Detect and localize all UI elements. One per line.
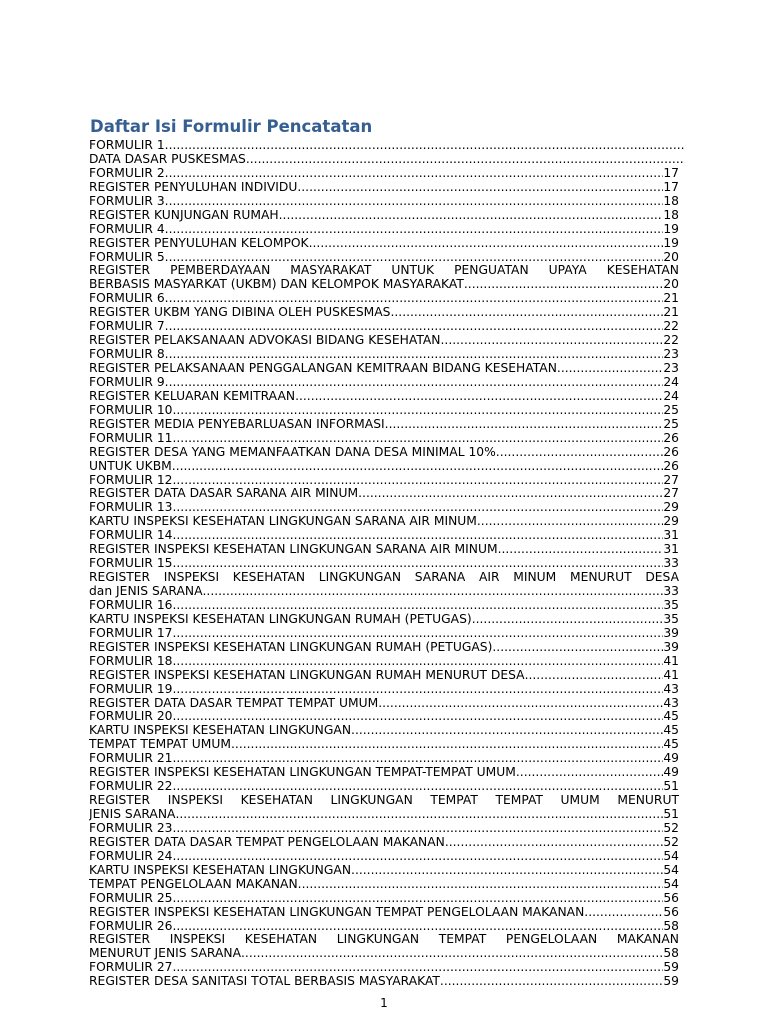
- dot-leader: [492, 641, 663, 655]
- dot-leader: [172, 557, 663, 571]
- dot-leader: [441, 334, 664, 348]
- toc-entry-label: FORMULIR 19: [89, 682, 173, 696]
- toc-entry-label: FORMULIR 1: [89, 139, 165, 152]
- toc-entry-page: 23: [663, 348, 679, 362]
- toc-entry-label: FORMULIR 4: [89, 222, 165, 236]
- toc-entry[interactable]: [89, 613, 679, 627]
- toc-entry-label: REGISTER DATA DASAR SARANA AIR MINUM: [89, 487, 359, 501]
- toc-entry-page: 54: [663, 877, 679, 891]
- toc-entry-page: 39: [663, 640, 679, 654]
- toc-entry[interactable]: [89, 892, 679, 906]
- dot-leader: [298, 878, 664, 892]
- dot-leader: [525, 669, 664, 683]
- toc-entry-label: REGISTER PELAKSANAAN PENGGALANGAN KEMITRAAN BIDANG KESEHATAN: [89, 362, 557, 375]
- toc-entry[interactable]: [89, 320, 679, 334]
- toc-entry[interactable]: [89, 780, 679, 794]
- toc-entry[interactable]: [89, 738, 679, 752]
- toc-entry[interactable]: [89, 947, 679, 961]
- toc-entry[interactable]: [89, 362, 679, 376]
- toc-entry-label: FORMULIR 16: [89, 598, 173, 612]
- toc-entry-page: 23: [663, 362, 679, 375]
- toc-entry-page: 56: [663, 905, 679, 919]
- toc-entry-label: KARTU INSPEKSI KESEHATAN LINGKUNGAN SARANA AIR MINUM: [89, 515, 477, 529]
- toc-entry-label: FORMULIR 17: [89, 626, 173, 640]
- toc-entry[interactable]: [89, 627, 679, 641]
- toc-entry-label: MENURUT JENIS SARANA: [89, 947, 241, 961]
- toc-entry[interactable]: [89, 529, 679, 543]
- toc-entry-label: REGISTER PEMBERDAYAAN MASYARAKAT UNTUK PENGUATAN UPAYA KESEHATAN: [89, 264, 679, 278]
- toc-entry-label: REGISTER MEDIA PENYEBARLUASAN INFORMASI: [89, 417, 385, 431]
- dot-leader: [172, 627, 663, 641]
- dot-leader: [378, 697, 663, 711]
- toc-entry-page: 31: [663, 543, 679, 557]
- toc-entry-label: REGISTER PELAKSANAAN ADVOKASI BIDANG KESEHATAN: [89, 334, 441, 348]
- toc-entry-page: 41: [663, 654, 679, 668]
- dot-leader: [445, 836, 664, 850]
- toc-entry[interactable]: [89, 460, 679, 474]
- toc-entry[interactable]: [89, 501, 679, 515]
- toc-entry-page: 59: [663, 961, 679, 975]
- toc-entry[interactable]: [89, 850, 679, 864]
- toc-entry-page: 26: [663, 459, 679, 473]
- dot-leader: [172, 920, 663, 934]
- toc-entry-label: FORMULIR 23: [89, 821, 173, 835]
- dot-leader: [165, 195, 664, 209]
- toc-entry-label: TEMPAT TEMPAT UMUM: [89, 738, 232, 752]
- toc-entry-page: 54: [663, 863, 679, 877]
- toc-entry-label: TEMPAT PENGELOLAAN MAKANAN: [89, 877, 298, 891]
- toc-entry-label: REGISTER KELUARAN KEMITRAAN: [89, 389, 296, 403]
- dot-leader: [165, 223, 664, 237]
- toc-entry[interactable]: [89, 794, 679, 808]
- toc-entry[interactable]: [89, 209, 679, 223]
- toc-entry-label: KARTU INSPEKSI KESEHATAN LINGKUNGAN: [89, 863, 352, 877]
- toc-entry-page: 21: [663, 306, 679, 320]
- dot-leader: [557, 362, 663, 376]
- dot-leader: [297, 181, 663, 195]
- dot-leader: [241, 947, 663, 961]
- toc-entry-label: FORMULIR 20: [89, 710, 173, 724]
- toc-entry[interactable]: [89, 418, 679, 432]
- toc-entry[interactable]: [89, 195, 679, 209]
- toc-entry-label: FORMULIR 22: [89, 780, 173, 794]
- dot-leader: [172, 780, 663, 794]
- dot-leader: [472, 613, 664, 627]
- dot-leader: [246, 153, 685, 167]
- toc-entry-page: 17: [663, 166, 679, 180]
- toc-entry-label: FORMULIR 25: [89, 891, 173, 905]
- toc-entry[interactable]: [89, 181, 679, 195]
- dot-leader: [309, 237, 664, 251]
- toc-entry-page: 54: [663, 849, 679, 863]
- toc-entry-page: 52: [663, 821, 679, 835]
- toc-entry-page: 22: [663, 334, 679, 348]
- toc-entry[interactable]: [89, 543, 679, 557]
- toc-entry-label: KARTU INSPEKSI KESEHATAN LINGKUNGAN RUMAH (PETUGAS): [89, 612, 472, 626]
- toc-entry-page: 39: [663, 626, 679, 640]
- toc-entry-label: REGISTER INSPEKSI KESEHATAN LINGKUNGAN SARANA AIR MINUM MENURUT DESA: [89, 571, 679, 585]
- toc-entry-page: 17: [663, 180, 679, 194]
- toc-entry-page: 58: [663, 919, 679, 933]
- toc-entry[interactable]: [89, 920, 679, 934]
- dot-leader: [172, 752, 663, 766]
- toc-entry[interactable]: [89, 599, 679, 613]
- dot-leader: [172, 460, 664, 474]
- toc-entry[interactable]: [89, 864, 679, 878]
- toc-entry[interactable]: [89, 961, 679, 975]
- dot-leader: [351, 864, 663, 878]
- toc-entry-label: FORMULIR 27: [89, 961, 173, 975]
- toc-entry-label: BERBASIS MASYARKAT (UKBM) DAN KELOMPOK MASYARAKAT: [89, 278, 464, 292]
- toc-entry-page: 18: [663, 194, 679, 208]
- dot-leader: [172, 683, 663, 697]
- toc-entry-page: 49: [663, 752, 679, 766]
- toc-entry[interactable]: [89, 474, 679, 488]
- toc-entry[interactable]: [89, 822, 679, 836]
- toc-entry-label: REGISTER INSPEKSI KESEHATAN LINGKUNGAN RUMAH (PETUGAS): [89, 640, 493, 654]
- dot-leader: [165, 320, 664, 334]
- toc-entry[interactable]: [89, 710, 679, 724]
- toc-entry[interactable]: [89, 334, 679, 348]
- dot-leader: [496, 446, 664, 460]
- toc-entry[interactable]: [89, 390, 679, 404]
- dot-leader: [172, 404, 663, 418]
- toc-entry-label: JENIS SARANA: [89, 808, 176, 821]
- toc-entry[interactable]: [89, 697, 679, 711]
- dot-leader: [172, 474, 663, 488]
- toc-entry-label: KARTU INSPEKSI KESEHATAN LINGKUNGAN: [89, 724, 352, 738]
- toc-entry-page: 51: [663, 780, 679, 794]
- dot-leader: [165, 167, 664, 181]
- toc-entry-page: 27: [663, 473, 679, 487]
- dot-leader: [165, 348, 664, 362]
- dot-leader: [464, 278, 663, 292]
- toc-entry[interactable]: [89, 348, 679, 362]
- dot-leader: [165, 139, 685, 153]
- toc-entry[interactable]: [89, 432, 679, 446]
- toc-entry-label: FORMULIR 2: [89, 166, 165, 180]
- toc-entry-label: REGISTER PENYULUHAN INDIVIDU: [89, 180, 298, 194]
- toc-entry-label: DATA DASAR PUSKESMAS: [89, 152, 246, 166]
- toc-entry-page: 20: [663, 278, 679, 292]
- toc-entry-page: 25: [663, 403, 679, 417]
- toc-entry[interactable]: [89, 167, 679, 181]
- toc-entry-label: FORMULIR 5: [89, 250, 165, 264]
- toc-entry-page: 59: [663, 975, 679, 989]
- dot-leader: [172, 822, 663, 836]
- dot-leader: [385, 418, 664, 432]
- toc-entry[interactable]: [89, 836, 679, 850]
- toc-entry-page: 45: [663, 738, 679, 752]
- toc-entry[interactable]: [89, 557, 679, 571]
- toc-entry-page: 24: [663, 375, 679, 389]
- toc-entry-page: 43: [663, 696, 679, 710]
- toc-entry[interactable]: [89, 515, 679, 529]
- toc-entry-label: FORMULIR 14: [89, 529, 173, 543]
- toc-entry-label: REGISTER INSPEKSI KESEHATAN LINGKUNGAN TEMPAT PENGELOLAAN MAKANAN: [89, 933, 679, 947]
- dot-leader: [165, 251, 664, 265]
- dot-leader: [172, 850, 663, 864]
- toc-entry-page: 19: [663, 236, 679, 250]
- toc-entry-page: 35: [663, 612, 679, 626]
- toc-entry-label: FORMULIR 18: [89, 654, 173, 668]
- toc-entry-page: 51: [663, 808, 679, 821]
- toc-heading: Daftar Isi Formulir Pencatatan: [90, 117, 373, 136]
- dot-leader: [516, 766, 663, 780]
- toc-entry[interactable]: [89, 571, 679, 585]
- toc-entry[interactable]: [89, 752, 679, 766]
- toc-entry[interactable]: [89, 264, 679, 278]
- toc-entry-label: FORMULIR 9: [89, 375, 165, 389]
- toc-entry[interactable]: [89, 906, 679, 920]
- table-of-contents: [89, 139, 679, 989]
- toc-entry-page: 22: [663, 320, 679, 334]
- toc-entry[interactable]: [89, 975, 679, 989]
- dot-leader: [172, 501, 663, 515]
- toc-entry[interactable]: [89, 669, 679, 683]
- dot-leader: [165, 292, 664, 306]
- dot-leader: [440, 975, 663, 989]
- toc-entry-page: 41: [663, 668, 679, 682]
- toc-entry[interactable]: [89, 933, 679, 947]
- toc-entry-label: FORMULIR 26: [89, 919, 173, 933]
- dot-leader: [351, 724, 663, 738]
- dot-leader: [172, 892, 663, 906]
- toc-entry-label: FORMULIR 12: [89, 473, 173, 487]
- toc-entry-label: FORMULIR 8: [89, 348, 165, 362]
- dot-leader: [498, 543, 664, 557]
- toc-entry[interactable]: [89, 376, 679, 390]
- toc-entry-label: FORMULIR 15: [89, 557, 173, 571]
- toc-entry[interactable]: [89, 446, 679, 460]
- toc-entry[interactable]: [89, 292, 679, 306]
- toc-entry[interactable]: [89, 724, 679, 738]
- dot-leader: [172, 710, 663, 724]
- toc-entry[interactable]: [89, 153, 685, 167]
- toc-entry-label: REGISTER PENYULUHAN KELOMPOK: [89, 236, 309, 250]
- toc-entry-page: 24: [663, 389, 679, 403]
- toc-entry-label: FORMULIR 21: [89, 752, 173, 766]
- toc-entry[interactable]: [89, 237, 679, 251]
- dot-leader: [231, 738, 663, 752]
- toc-entry-page: 56: [663, 891, 679, 905]
- toc-entry[interactable]: [89, 878, 679, 892]
- toc-entry-label: FORMULIR 24: [89, 849, 173, 863]
- toc-entry-page: 19: [663, 222, 679, 236]
- toc-entry-page: 29: [663, 515, 679, 529]
- toc-entry-label: FORMULIR 7: [89, 320, 165, 334]
- toc-entry[interactable]: [89, 404, 679, 418]
- toc-entry-page: 35: [663, 598, 679, 612]
- dot-leader: [279, 209, 664, 223]
- toc-entry[interactable]: [89, 306, 679, 320]
- toc-entry-page: 20: [663, 250, 679, 264]
- toc-entry-page: 18: [663, 208, 679, 222]
- toc-entry-label: REGISTER INSPEKSI KESEHATAN LINGKUNGAN SARANA AIR MINUM: [89, 543, 498, 557]
- dot-leader: [172, 599, 663, 613]
- toc-entry-label: REGISTER DESA SANITASI TOTAL BERBASIS MASYARAKAT: [89, 975, 440, 989]
- toc-entry-label: REGISTER DATA DASAR TEMPAT TEMPAT UMUM: [89, 696, 379, 710]
- toc-entry[interactable]: [89, 487, 679, 501]
- page-number: 1: [380, 996, 388, 1010]
- toc-entry-page: 21: [663, 292, 679, 306]
- dot-leader: [172, 529, 663, 543]
- toc-entry-label: FORMULIR 6: [89, 292, 165, 306]
- dot-leader: [358, 487, 663, 501]
- toc-entry-label: REGISTER INSPEKSI KESEHATAN LINGKUNGAN TEMPAT TEMPAT UMUM MENURUT: [89, 794, 679, 808]
- dot-leader: [390, 306, 663, 320]
- toc-entry-page: 33: [663, 585, 679, 598]
- toc-entry-page: 26: [663, 431, 679, 445]
- toc-entry-page: 31: [663, 529, 679, 543]
- toc-entry[interactable]: [89, 251, 679, 265]
- toc-entry[interactable]: [89, 655, 679, 669]
- toc-entry-page: 45: [663, 724, 679, 738]
- toc-entry-label: REGISTER KUNJUNGAN RUMAH: [89, 208, 279, 222]
- toc-entry-page: 29: [663, 501, 679, 515]
- dot-leader: [165, 376, 664, 390]
- toc-entry-label: UNTUK UKBM: [89, 459, 172, 473]
- toc-entry-label: FORMULIR 3: [89, 194, 165, 208]
- toc-entry-label: REGISTER DATA DASAR TEMPAT PENGELOLAAN MAKANAN: [89, 835, 445, 849]
- dot-leader: [172, 961, 663, 975]
- toc-entry-label: REGISTER DESA YANG MEMANFAATKAN DANA DESA MINIMAL 10%: [89, 445, 496, 459]
- toc-entry-label: REGISTER INSPEKSI KESEHATAN LINGKUNGAN TEMPAT-TEMPAT UMUM: [89, 766, 516, 780]
- toc-entry-page: 52: [663, 835, 679, 849]
- toc-entry-label: REGISTER INSPEKSI KESEHATAN LINGKUNGAN RUMAH MENURUT DESA: [89, 668, 525, 682]
- toc-entry[interactable]: [89, 585, 679, 599]
- toc-entry-page: 25: [663, 417, 679, 431]
- toc-entry-page: 58: [663, 947, 679, 961]
- toc-entry[interactable]: [89, 808, 679, 822]
- toc-entry-label: REGISTER INSPEKSI KESEHATAN LINGKUNGAN TEMPAT PENGELOLAAN MAKANAN: [89, 905, 585, 919]
- dot-leader: [584, 906, 663, 920]
- toc-entry-page: 26: [663, 445, 679, 459]
- toc-entry-label: FORMULIR 13: [89, 501, 173, 515]
- dot-leader: [203, 585, 664, 599]
- dot-leader: [172, 432, 663, 446]
- toc-entry-label: FORMULIR 11: [89, 431, 173, 445]
- toc-entry-page: 33: [663, 557, 679, 571]
- toc-entry-page: 27: [663, 487, 679, 501]
- toc-entry-page: 45: [663, 710, 679, 724]
- toc-entry[interactable]: [89, 683, 679, 697]
- toc-entry[interactable]: [89, 278, 679, 292]
- toc-entry-label: FORMULIR 10: [89, 403, 173, 417]
- toc-entry[interactable]: [89, 766, 679, 780]
- dot-leader: [172, 655, 663, 669]
- toc-entry[interactable]: [89, 139, 685, 153]
- toc-entry[interactable]: [89, 223, 679, 237]
- toc-entry-page: 49: [663, 766, 679, 780]
- dot-leader: [477, 515, 663, 529]
- toc-entry[interactable]: [89, 641, 679, 655]
- toc-entry-label: dan JENIS SARANA: [89, 585, 203, 598]
- dot-leader: [175, 808, 663, 822]
- toc-entry-label: REGISTER UKBM YANG DIBINA OLEH PUSKESMAS: [89, 306, 391, 320]
- toc-entry-page: 43: [663, 682, 679, 696]
- dot-leader: [295, 390, 663, 404]
